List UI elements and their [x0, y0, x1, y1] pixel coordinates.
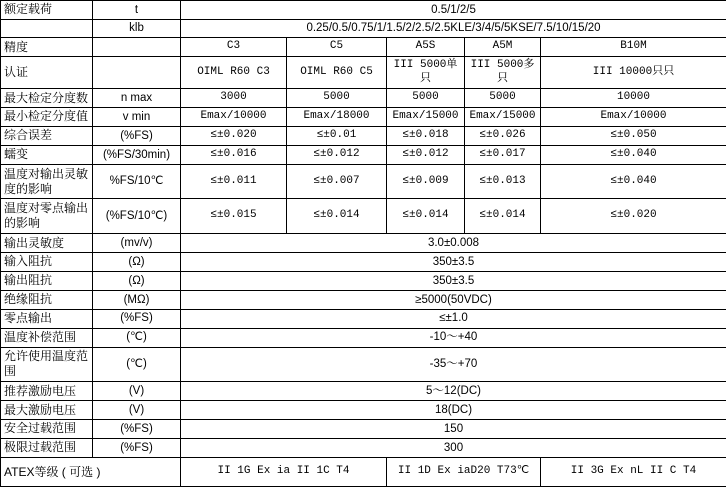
row-label: 安全过载范围 — [1, 420, 93, 439]
row-value: ≤±0.015 — [181, 199, 287, 234]
row-value: 5000 — [287, 89, 387, 108]
row-value: 3000 — [181, 89, 287, 108]
table-row — [1, 38, 726, 57]
row-label: 绝缘阻抗 — [1, 290, 93, 309]
row-unit: (%FS/10℃) — [93, 199, 181, 234]
table-row — [1, 234, 726, 253]
row-label: 额定载荷 — [1, 1, 93, 20]
row-value: ≤±0.040 — [541, 145, 726, 164]
row-label — [1, 19, 93, 37]
table-row — [1, 271, 726, 290]
row-unit: t — [93, 1, 181, 20]
row-value-all: 350±3.5 — [181, 271, 726, 290]
row-value: Emax/18000 — [287, 108, 387, 127]
row-value: A5M — [465, 38, 541, 57]
row-unit: (℃) — [93, 347, 181, 382]
row-label: 推荐激励电压 — [1, 382, 93, 401]
table-row — [1, 382, 726, 401]
row-value-all: 0.5/1/2/5 — [181, 1, 726, 20]
atex-value: II 1D Ex iaD20 T73℃ — [387, 458, 541, 487]
row-value-all: ≤±1.0 — [181, 309, 726, 328]
row-value-all: 150 — [181, 420, 726, 439]
table-row — [1, 328, 726, 347]
row-label: 最小检定分度值 — [1, 108, 93, 127]
row-value-all: -10～+40 — [181, 328, 726, 347]
row-value: Emax/10000 — [181, 108, 287, 127]
row-label: 温度对零点输出的影响 — [1, 199, 93, 234]
row-label: 认证 — [1, 57, 93, 89]
row-value: ≤±0.007 — [287, 164, 387, 199]
table-row — [1, 89, 726, 108]
row-value: OIML R60 C5 — [287, 57, 387, 89]
table-row — [1, 108, 726, 127]
row-value: C3 — [181, 38, 287, 57]
row-value: III 10000只只 — [541, 57, 726, 89]
row-label: 输出灵敏度 — [1, 234, 93, 253]
table-row — [1, 438, 726, 457]
row-label: 最大激励电压 — [1, 401, 93, 420]
row-unit: (Ω) — [93, 252, 181, 271]
row-unit: (℃) — [93, 328, 181, 347]
table-row-atex — [1, 458, 726, 487]
row-value: ≤±0.020 — [181, 126, 287, 145]
row-label: 温度补偿范围 — [1, 328, 93, 347]
row-unit: %FS/10℃ — [93, 164, 181, 199]
table-row — [1, 57, 726, 89]
row-value-all: 350±3.5 — [181, 252, 726, 271]
row-value: III 5000单只 — [387, 57, 465, 89]
row-unit: (%FS/30min) — [93, 145, 181, 164]
row-value: B10M — [541, 38, 726, 57]
row-value: ≤±0.040 — [541, 164, 726, 199]
row-value-all: ≥5000(50VDC) — [181, 290, 726, 309]
row-value: 5000 — [465, 89, 541, 108]
row-value: A5S — [387, 38, 465, 57]
row-value: ≤±0.009 — [387, 164, 465, 199]
row-unit: klb — [93, 19, 181, 37]
row-label: 输入阻抗 — [1, 252, 93, 271]
row-value: ≤±0.026 — [465, 126, 541, 145]
table-row — [1, 19, 726, 37]
row-value: ≤±0.012 — [287, 145, 387, 164]
table-row — [1, 347, 726, 382]
row-value-all: -35～+70 — [181, 347, 726, 382]
table-row — [1, 164, 726, 199]
row-value: OIML R60 C3 — [181, 57, 287, 89]
row-value: ≤±0.018 — [387, 126, 465, 145]
row-value: C5 — [287, 38, 387, 57]
row-value: ≤±0.013 — [465, 164, 541, 199]
row-unit: n max — [93, 89, 181, 108]
table-row — [1, 290, 726, 309]
row-value: ≤±0.016 — [181, 145, 287, 164]
row-value: ≤±0.014 — [387, 199, 465, 234]
row-value: ≤±0.017 — [465, 145, 541, 164]
row-value: ≤±0.01 — [287, 126, 387, 145]
row-value-all: 5～12(DC) — [181, 382, 726, 401]
row-unit: (%FS) — [93, 309, 181, 328]
row-value: Emax/10000 — [541, 108, 726, 127]
row-value-all: 300 — [181, 438, 726, 457]
row-unit — [93, 38, 181, 57]
row-value: ≤±0.020 — [541, 199, 726, 234]
row-value: III 5000多只 — [465, 57, 541, 89]
row-unit: v min — [93, 108, 181, 127]
row-label: 允许使用温度范围 — [1, 347, 93, 382]
row-value: ≤±0.014 — [287, 199, 387, 234]
row-value: 10000 — [541, 89, 726, 108]
row-label: 温度对输出灵敏度的影响 — [1, 164, 93, 199]
row-unit: (MΩ) — [93, 290, 181, 309]
row-label: 综合误差 — [1, 126, 93, 145]
row-label: 精度 — [1, 38, 93, 57]
row-value: ≤±0.011 — [181, 164, 287, 199]
row-unit: (Ω) — [93, 271, 181, 290]
table-row — [1, 309, 726, 328]
row-label: 最大检定分度数 — [1, 89, 93, 108]
row-value: Emax/15000 — [465, 108, 541, 127]
row-unit: (V) — [93, 382, 181, 401]
row-value-all: 3.0±0.008 — [181, 234, 726, 253]
atex-value: II 3G Ex nL II C T4 — [541, 458, 726, 487]
atex-value: II 1G Ex ia II 1C T4 — [181, 458, 387, 487]
table-row — [1, 1, 726, 20]
row-value: 5000 — [387, 89, 465, 108]
row-value-all: 0.25/0.5/0.75/1/1.5/2/2.5/2.5KLE/3/4/5/5KSE/7.5/10/15/20 — [181, 19, 726, 37]
table-row — [1, 199, 726, 234]
row-value: ≤±0.012 — [387, 145, 465, 164]
row-value: ≤±0.014 — [465, 199, 541, 234]
row-label: 极限过载范围 — [1, 438, 93, 457]
row-unit: (%FS) — [93, 420, 181, 439]
atex-label: ATEX等级 ( 可选 ) — [1, 458, 181, 487]
row-label: 输出阻抗 — [1, 271, 93, 290]
table-row — [1, 252, 726, 271]
row-unit: (mv/v) — [93, 234, 181, 253]
row-value: ≤±0.050 — [541, 126, 726, 145]
table-row — [1, 126, 726, 145]
row-label: 蠕变 — [1, 145, 93, 164]
row-unit — [93, 57, 181, 89]
row-label: 零点输出 — [1, 309, 93, 328]
table-row — [1, 420, 726, 439]
table-body — [1, 1, 726, 487]
table-row — [1, 145, 726, 164]
row-unit: (%FS) — [93, 438, 181, 457]
table-row — [1, 401, 726, 420]
row-unit: (V) — [93, 401, 181, 420]
row-value: Emax/15000 — [387, 108, 465, 127]
row-value-all: 18(DC) — [181, 401, 726, 420]
row-unit: (%FS) — [93, 126, 181, 145]
